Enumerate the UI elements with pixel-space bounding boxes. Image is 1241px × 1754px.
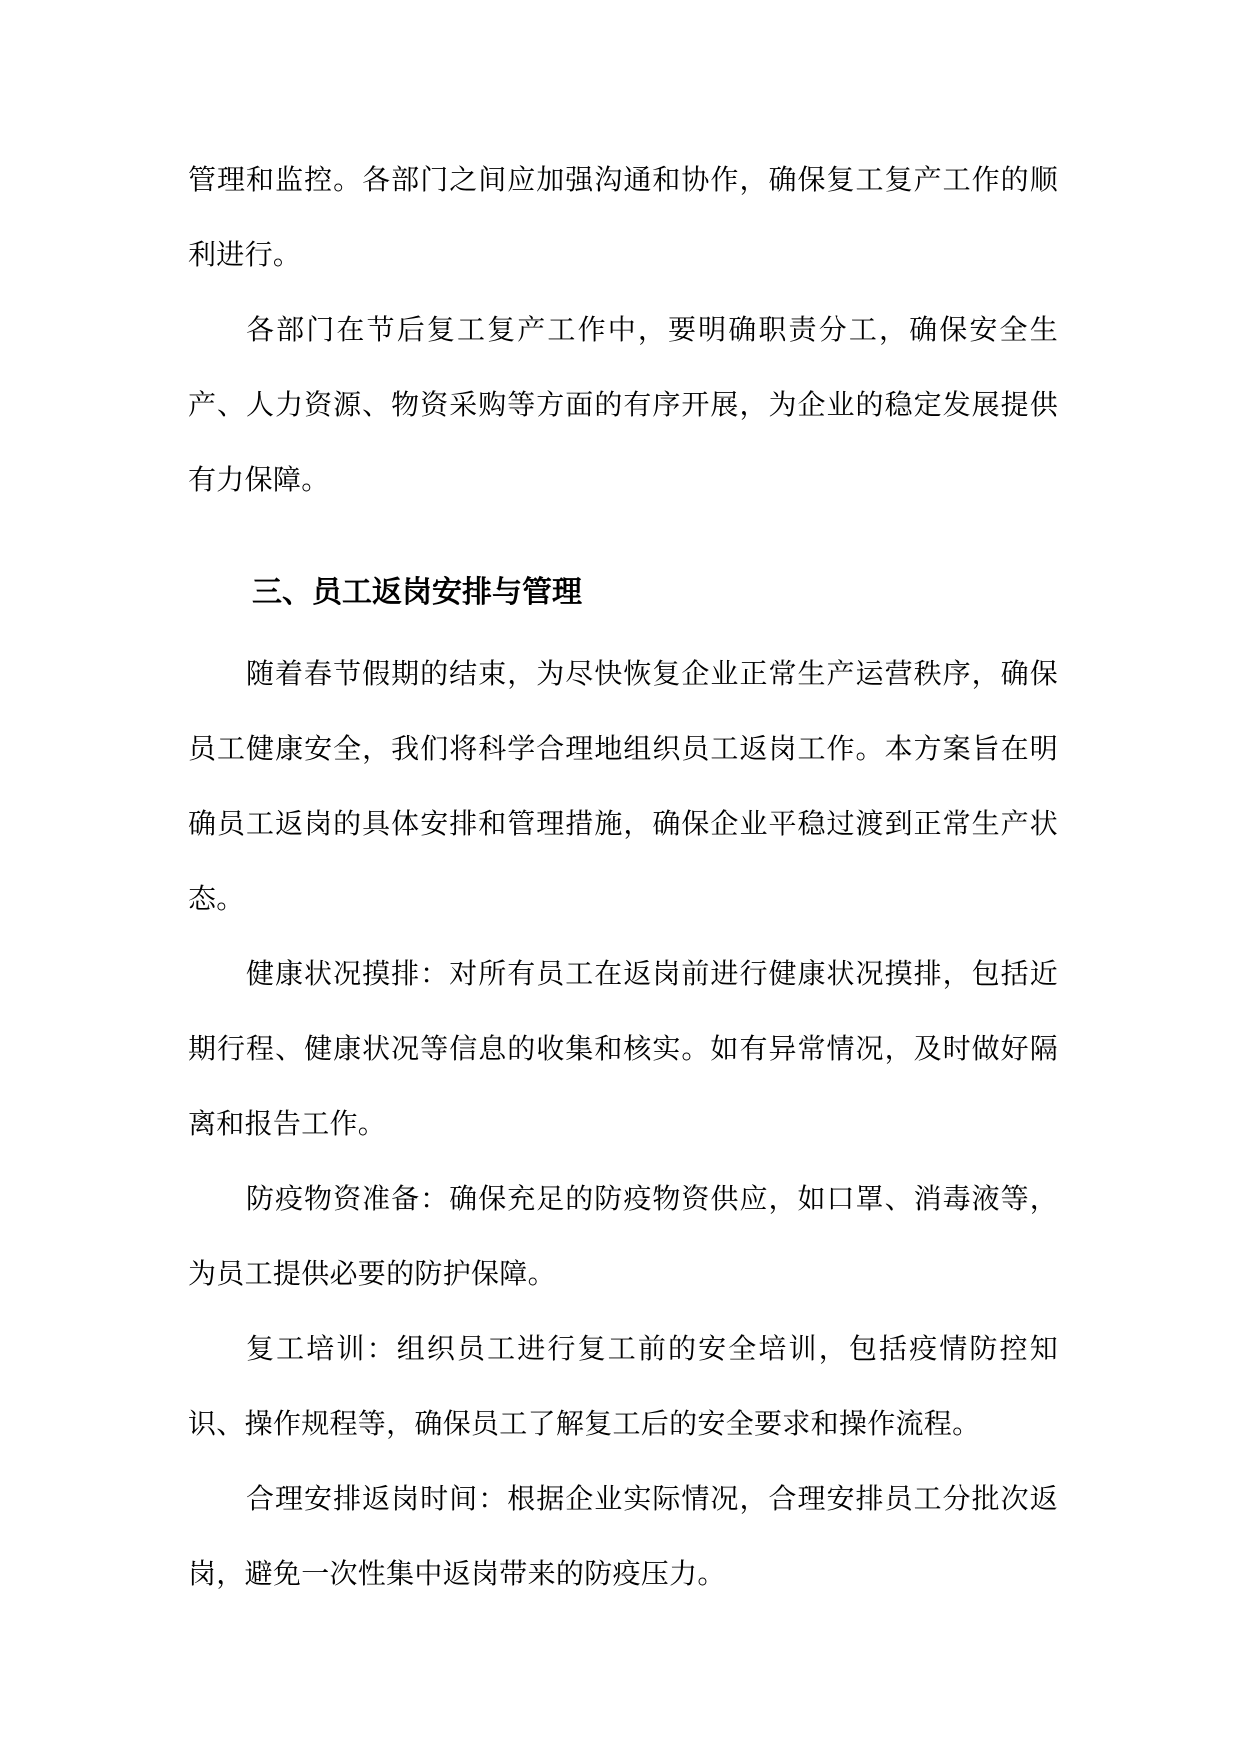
paragraph-intro: 随着春节假期的结束，为尽快恢复企业正常生产运营秩序，确保员工健康安全，我们将科学合理地组织员工返岗工作。本方案旨在明确员工返岗的具体安排和管理措施，确保企业平稳过渡到正常生产状态。 (188, 657, 1058, 915)
paragraph-return-training: 复工培训：组织员工进行复工前的安全培训，包括疫情防控知识、操作规程等，确保员工了解复工后的安全要求和操作流程。 (188, 1332, 1058, 1440)
paragraph-return-schedule: 合理安排返岗时间：根据企业实际情况，合理安排员工分批次返岗，避免一次性集中返岗带来的防疫压力。 (188, 1482, 1058, 1590)
paragraph-health-screening: 健康状况摸排：对所有员工在返岗前进行健康状况摸排，包括近期行程、健康状况等信息的收集和核实。如有异常情况，及时做好隔离和报告工作。 (188, 957, 1058, 1140)
paragraph-continuation: 管理和监控。各部门之间应加强沟通和协作，确保复工复产工作的顺利进行。 (188, 163, 1058, 271)
paragraph-department-duties: 各部门在节后复工复产工作中，要明确职责分工，确保安全生产、人力资源、物资采购等方面的有序开展，为企业的稳定发展提供有力保障。 (188, 313, 1058, 496)
paragraph-epidemic-supplies: 防疫物资准备：确保充足的防疫物资供应，如口罩、消毒液等，为员工提供必要的防护保障。 (188, 1182, 1058, 1290)
section-heading: 三、员工返岗安排与管理 (252, 575, 582, 610)
document-body (188, 142, 1058, 1611)
